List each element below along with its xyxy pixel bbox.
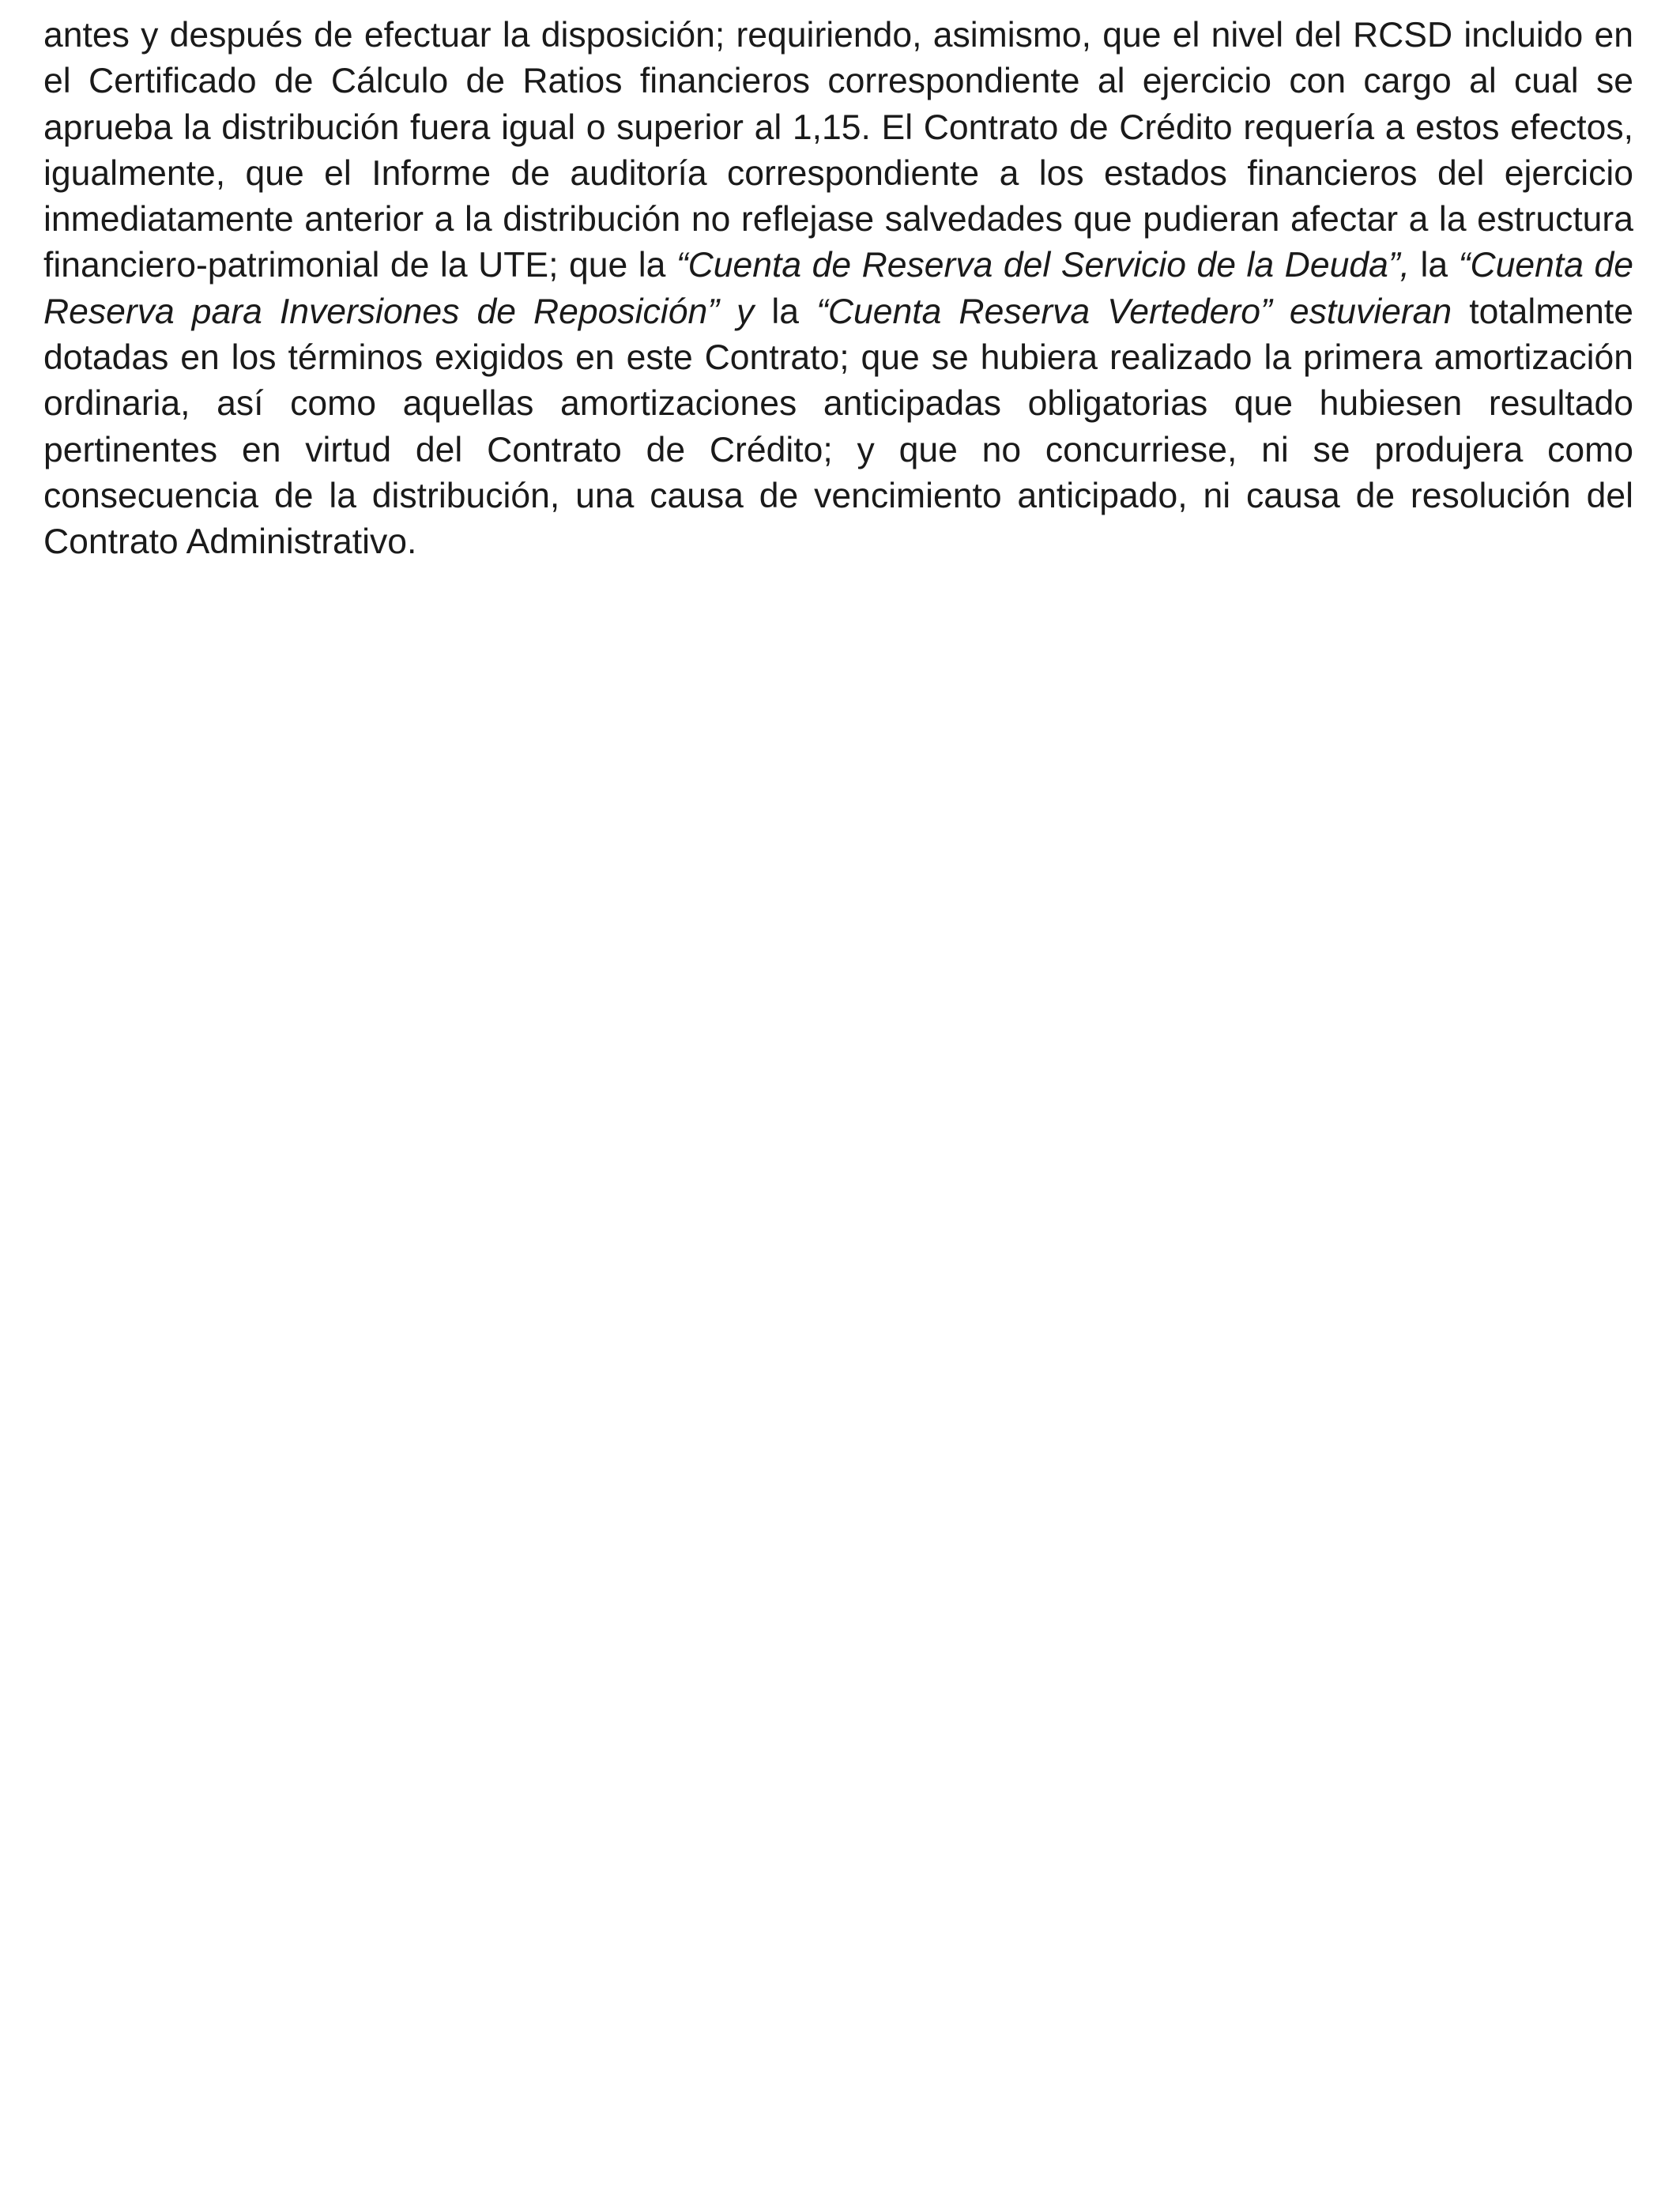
paragraph-text-segment: antes y después de efectuar la disposición; requiriendo, asimismo, que el nivel del RCSD incluido en el Certificado de Cálculo de Ratios financieros correspondiente al ejercicio con cargo al cual se aprueba la distribución fuera igual o superior al 1,15. El Contrato de Crédito requería a estos efectos, igualmente, que el Informe de auditoría correspondiente a los estados financieros del ejercicio inmediatamente anterior a la distribución no reflejase salvedades que pudieran afectar a la estructura financiero-patrimonial de la UTE; que la: [43, 16, 1633, 285]
paragraph-italic-segment: “Cuenta Reserva Vertedero” estuvieran: [816, 292, 1452, 331]
paragraph-italic-segment: “Cuenta de Reserva del Servicio de la Deuda”,: [676, 246, 1411, 285]
body-paragraph: [43, 13, 1633, 566]
paragraph-text-segment: la: [754, 292, 817, 331]
paragraph-italic-segment: “Cuenta de Reserva para Inversiones de Reposición” y: [43, 246, 1633, 331]
paragraph-text-segment: la: [1410, 246, 1459, 285]
paragraph-text-segment: totalmente dotadas en los términos exigidos en este Contrato; que se hubiera realizado la primera amortización ordinaria, así como aquellas amortizaciones anticipadas obligatorias que hubiesen resultado pertinentes en virtud del Contrato de Crédito; y que no concurriese, ni se produjera como consecuencia de la distribución, una causa de vencimiento anticipado, ni causa de resolución del Contrato Administrativo.: [43, 292, 1633, 562]
